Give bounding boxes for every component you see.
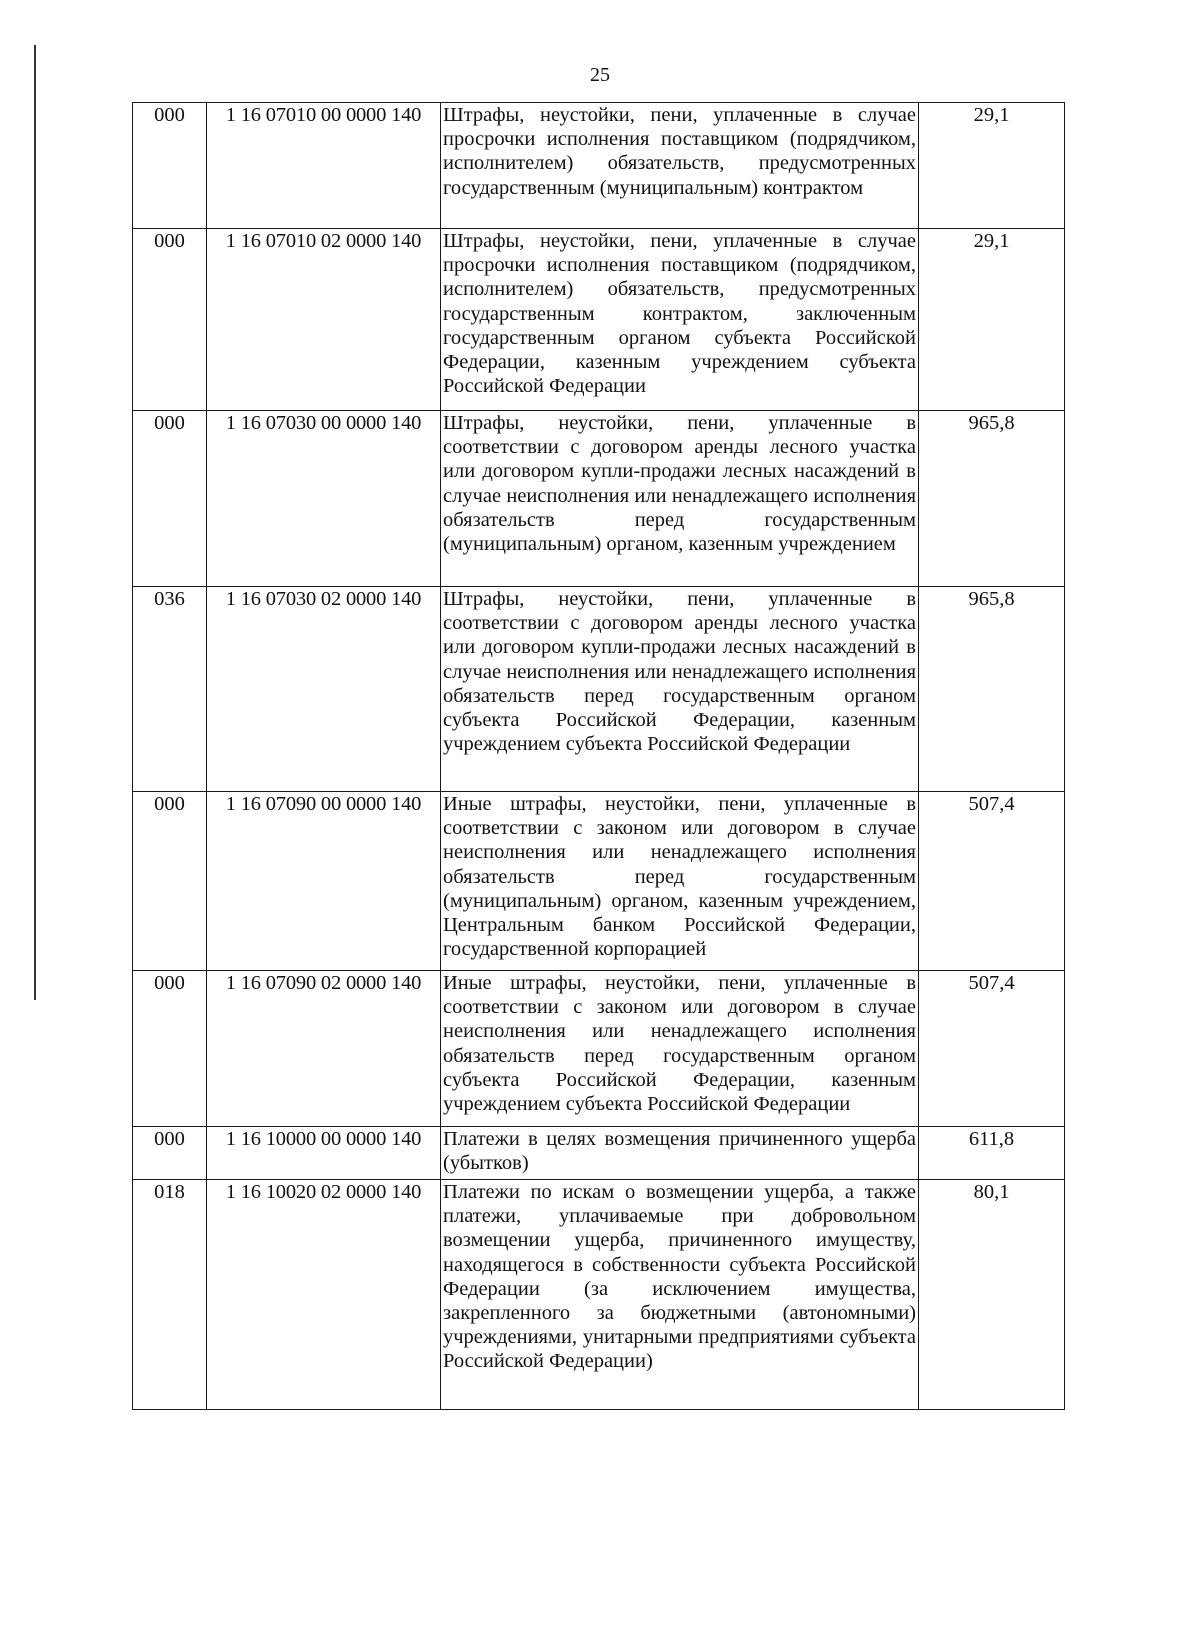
table-row — [133, 229, 1065, 411]
admin-code-cell: 036 — [133, 587, 207, 792]
table-row — [133, 587, 1065, 792]
budget-code-cell: 1 16 07090 02 0000 140 — [207, 971, 441, 1127]
amount-cell: 965,8 — [919, 411, 1065, 587]
page-number: 25 — [590, 64, 610, 86]
amount-cell: 29,1 — [919, 103, 1065, 229]
budget-code-cell: 1 16 07010 02 0000 140 — [207, 229, 441, 411]
amount-cell: 507,4 — [919, 792, 1065, 971]
admin-code-cell: 000 — [133, 971, 207, 1127]
admin-code-cell: 000 — [133, 411, 207, 587]
table-row — [133, 1127, 1065, 1180]
admin-code-cell: 018 — [133, 1180, 207, 1410]
amount-cell: 80,1 — [919, 1180, 1065, 1410]
revenue-name-cell: Иные штрафы, неустойки, пени, уплаченные в соответствии с законом или договором в случае неисполнения или ненадлежащего исполнения обязательств перед государственным органом субъекта Российской Федерации, казенным учреждением субъекта Российской Федерации — [441, 971, 919, 1127]
amount-cell: 507,4 — [919, 971, 1065, 1127]
revenue-name-cell: Платежи по искам о возмещении ущерба, а также платежи, уплачиваемые при добровольном возмещении ущерба, причиненного имуществу, находящегося в собственности субъекта Российской Федерации (за исключением имущества, закрепленного за бюджетными (автономными) учреждениями, унитарными предприятиями субъекта Российской Федерации) — [441, 1180, 919, 1410]
amount-cell: 965,8 — [919, 587, 1065, 792]
table-row — [133, 103, 1065, 229]
revenue-name-cell: Штрафы, неустойки, пени, уплаченные в случае просрочки исполнения поставщиком (подрядчиком, исполнителем) обязательств, предусмотренных государственным (муниципальным) контрактом — [441, 103, 919, 229]
table-row — [133, 411, 1065, 587]
admin-code-cell: 000 — [133, 229, 207, 411]
amount-cell: 611,8 — [919, 1127, 1065, 1180]
revenue-name-cell: Иные штрафы, неустойки, пени, уплаченные в соответствии с законом или договором в случае неисполнения или ненадлежащего исполнения обязательств перед государственным (муниципальным) органом, казенным учреждением, Центральным банком Российской Федерации, государственной корпорацией — [441, 792, 919, 971]
budget-code-cell: 1 16 07030 00 0000 140 — [207, 411, 441, 587]
revenue-name-cell: Штрафы, неустойки, пени, уплаченные в случае просрочки исполнения поставщиком (подрядчиком, исполнителем) обязательств, предусмотренных государственным контрактом, заключенным государственным органом субъекта Российской Федерации, казенным учреждением субъекта Российской Федерации — [441, 229, 919, 411]
budget-code-cell: 1 16 07090 00 0000 140 — [207, 792, 441, 971]
budget-code-cell: 1 16 07010 00 0000 140 — [207, 103, 441, 229]
revenue-name-cell: Платежи в целях возмещения причиненного ущерба (убытков) — [441, 1127, 919, 1180]
revenue-table — [132, 102, 1065, 1410]
table-row — [133, 792, 1065, 971]
budget-code-cell: 1 16 07030 02 0000 140 — [207, 587, 441, 792]
margin-line — [34, 45, 36, 1000]
admin-code-cell: 000 — [133, 1127, 207, 1180]
admin-code-cell: 000 — [133, 103, 207, 229]
table-row — [133, 971, 1065, 1127]
budget-code-cell: 1 16 10020 02 0000 140 — [207, 1180, 441, 1410]
admin-code-cell: 000 — [133, 792, 207, 971]
budget-code-cell: 1 16 10000 00 0000 140 — [207, 1127, 441, 1180]
revenue-name-cell: Штрафы, неустойки, пени, уплаченные в соответствии с договором аренды лесного участка или договором купли-продажи лесных насаждений в случае неисполнения или ненадлежащего исполнения обязательств перед государственным (муниципальным) органом, казенным учреждением — [441, 411, 919, 587]
revenue-name-cell: Штрафы, неустойки, пени, уплаченные в соответствии с договором аренды лесного участка или договором купли-продажи лесных насаждений в случае неисполнения или ненадлежащего исполнения обязательств перед государственным органом субъекта Российской Федерации, казенным учреждением субъекта Российской Федерации — [441, 587, 919, 792]
amount-cell: 29,1 — [919, 229, 1065, 411]
table-row — [133, 1180, 1065, 1410]
